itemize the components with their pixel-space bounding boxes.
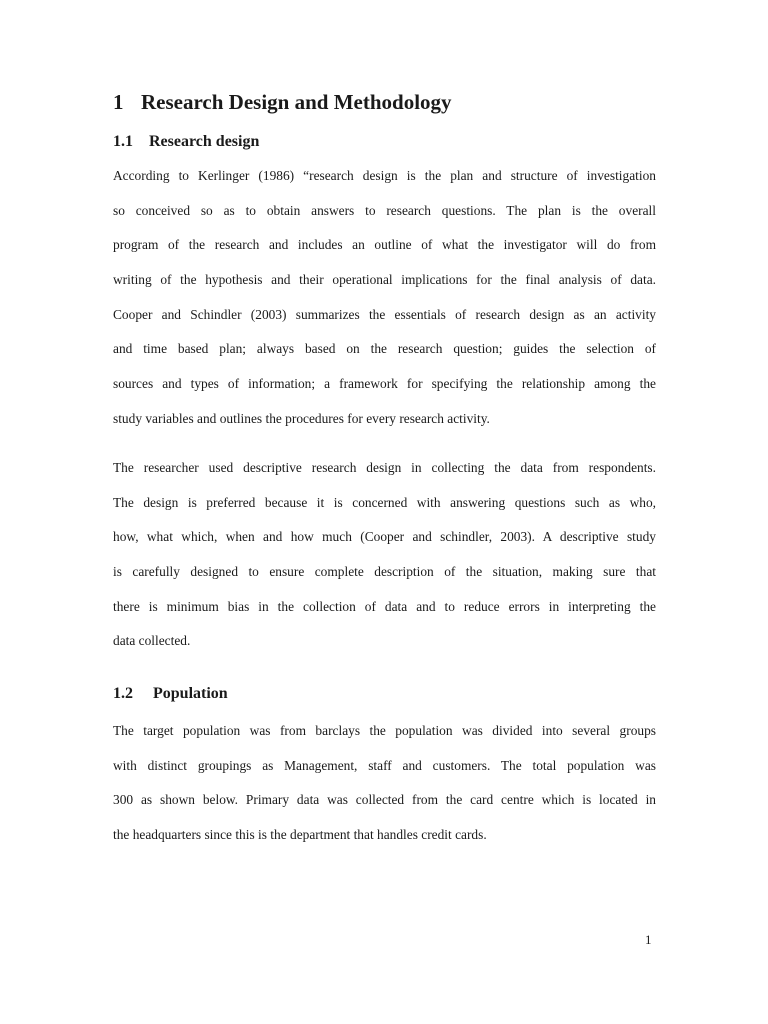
page-number: 1 <box>645 932 652 947</box>
text-line: is carefully designed to ensure complete description of the situation, making sure that <box>113 564 656 580</box>
text-line: According to Kerlinger (1986) “research design is the plan and structure of investigation <box>113 168 656 183</box>
text-line: and time based plan; always based on the research question; guides the selection of <box>113 341 656 357</box>
text-line: study variables and outlines the procedures for every research activity. <box>113 410 490 426</box>
text-line: The researcher used descriptive research design in collecting the data from respondents. <box>113 460 656 475</box>
section-number: 1.1 <box>113 133 133 150</box>
text-line: writing of the hypothesis and their operational implications for the final analysis of data. <box>113 272 656 288</box>
text-line: The design is preferred because it is concerned with answering questions such as who, <box>113 494 656 510</box>
text-line: The target population was from barclays the population was divided into several groups <box>113 723 656 738</box>
chapter-heading <box>113 90 452 115</box>
section-heading-research-design <box>113 133 259 151</box>
text-line: the headquarters since this is the department that handles credit cards. <box>113 827 487 843</box>
text-line: there is minimum bias in the collection of data and to reduce errors in interpreting the <box>113 598 656 614</box>
text-line: data collected. <box>113 633 191 649</box>
section-number: 1.2 <box>113 685 133 702</box>
paragraph-research-design-1 <box>113 167 656 445</box>
paragraph-research-design-2 <box>113 459 656 667</box>
text-line: program of the research and includes an outline of what the investigator will do from <box>113 237 656 253</box>
section-title: Research design <box>149 133 260 150</box>
section-heading-population <box>113 685 228 703</box>
text-line: Cooper and Schindler (2003) summarizes the essentials of research design as an activity <box>113 306 656 322</box>
paragraph-population-1 <box>113 722 656 861</box>
text-line: so conceived so as to obtain answers to research questions. The plan is the overall <box>113 202 656 218</box>
text-line: 300 as shown below. Primary data was collected from the card centre which is located in <box>113 792 656 808</box>
text-line: with distinct groupings as Management, staff and customers. The total population was <box>113 757 656 773</box>
section-title: Population <box>153 685 228 702</box>
chapter-title: Research Design and Methodology <box>141 90 452 114</box>
chapter-number: 1 <box>113 90 124 114</box>
text-line: how, what which, when and how much (Cooper and schindler, 2003). A descriptive study <box>113 529 656 545</box>
text-line: sources and types of information; a framework for specifying the relationship among the <box>113 376 656 392</box>
